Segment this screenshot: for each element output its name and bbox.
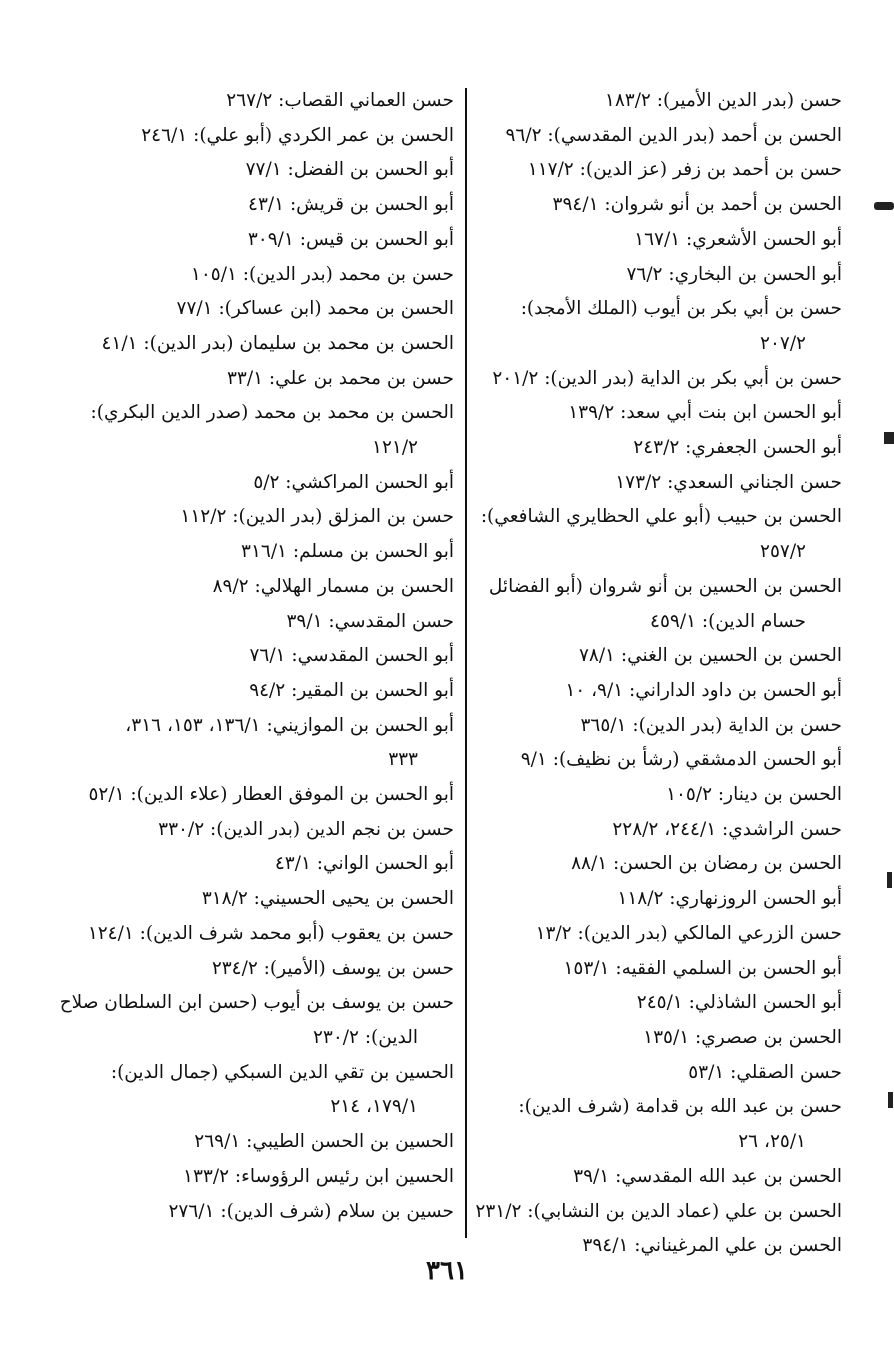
index-entry [427,500,842,569]
index-entry-text: حسن بن أبي بكر بن الداية (بدر الدين): ٢٠١/٢ [492,367,842,389]
index-entry [427,292,842,361]
index-entry [36,882,454,917]
index-entry-text: حسن الزرعي المالكي (بدر الدين): ١٣/٢ [535,922,842,944]
index-entry [36,1125,454,1160]
index-entry-text: حسين بن سلام (شرف الدين): ٢٧٦/١ [168,1200,454,1222]
index-entry [427,882,842,917]
index-entry [36,327,454,362]
index-entry-text: حسن بن عبد الله بن قدامة (شرف الدين): [518,1096,842,1118]
index-entry-continuation: ١٧٩/١، ٢١٤ [330,1096,418,1118]
index-entry-continuation: ٣٣٣ [388,749,418,771]
index-entry-text: أبو الحسن بن الموفق العطار (علاء الدين): ٥٢/١ [88,784,454,806]
index-entry [427,709,842,744]
index-entry [427,570,842,639]
index-entry-text: الحسن بن صصري: ١٣٥/١ [643,1026,842,1048]
index-entry [427,639,842,674]
index-entry-continuation: الدين): ٢٣٠/٢ [312,1026,418,1048]
index-entry-text: أبو الحسن بن قيس: ٣٠٩/١ [247,228,454,250]
index-entry [427,431,842,466]
index-entry-continuation: ٢٥٧/٢ [760,541,806,563]
index-entry [427,223,842,258]
margin-mark [887,872,892,888]
index-entry-text: الحسن بن مسمار الهلالي: ٨٩/٢ [212,575,454,597]
index-entry [36,258,454,293]
index-entry [427,917,842,952]
index-entry [427,952,842,987]
index-entry-text: حسن المقدسي: ٣٩/١ [286,610,454,632]
index-entry-text: أبو الحسن الجعفري: ٢٤٣/٢ [633,437,842,459]
index-entry [427,1195,842,1230]
index-entry [36,778,454,813]
index-entry [427,1056,842,1091]
index-entry-continuation: ٢٥/١، ٢٦ [738,1131,806,1153]
index-entry [427,778,842,813]
index-entry [36,396,454,465]
index-entry-text: حسن بن أحمد بن زفر (عز الدين): ١١٧/٢ [527,159,842,181]
index-entry [427,743,842,778]
index-entry-text: حسن بن نجم الدين (بدر الدين): ٣٣٠/٢ [158,818,454,840]
index-entry-text: الحسن بن محمد بن محمد (صدر الدين البكري): [90,402,454,424]
index-entry [36,570,454,605]
index-entry [427,466,842,501]
index-entry-text: أبو الحسن بن السلمي الفقيه: ١٥٣/١ [563,957,842,979]
index-entry [36,605,454,640]
index-entry [36,709,454,778]
index-entry-text: أبو الحسن بن البخاري: ٧٦/٢ [626,263,842,285]
index-entry-text: أبو الحسن بن قريش: ٤٣/١ [248,194,454,216]
index-entry-text: أبو الحسن المقدسي: ٧٦/١ [249,645,454,667]
index-entry [36,1160,454,1195]
index-entry-text: الحسين بن تقي الدين السبكي (جمال الدين): [110,1061,454,1083]
index-entry-text: حسن الصقلي: ٥٣/١ [688,1061,842,1083]
index-entry-continuation: حسام الدين): ٤٥٩/١ [650,610,806,632]
index-entry [427,986,842,1021]
index-entry [427,674,842,709]
index-entry-text: حسن (بدر الدين الأمير): ١٨٣/٢ [604,90,842,111]
index-column-left [36,84,454,1229]
index-entry [36,119,454,154]
index-entry-text: الحسن بن أحمد بن أنو شروان: ٣٩٤/١ [552,194,842,216]
index-entry [427,847,842,882]
index-entry-text: حسن بن محمد بن علي: ٣٣/١ [226,367,454,389]
column-divider [465,88,467,1238]
index-entry-text: حسن العماني القصاب: ٢٦٧/٢ [226,90,454,111]
index-entry [427,813,842,848]
index-entry [427,362,842,397]
index-entry-text: الحسن بن عمر الكردي (أبو علي): ٢٤٦/١ [141,124,454,146]
index-entry [36,639,454,674]
index-entry-text: أبو الحسن الشاذلي: ٢٤٥/١ [636,992,842,1014]
index-entry-text: الحسن بن علي المرغيناني: ٣٩٤/١ [582,1235,842,1257]
index-entry [427,396,842,431]
margin-mark [874,202,894,210]
index-entry-text: الحسن بن الحسين بن الغني: ٧٨/١ [578,645,842,667]
index-entry [36,674,454,709]
index-entry-text: أبو الحسن الدمشقي (رشأ بن نظيف): ٩/١ [520,749,842,771]
index-entry-continuation: ٢٠٧/٢ [760,332,806,354]
margin-mark [888,1092,893,1108]
index-entry [36,362,454,397]
index-entry [427,1021,842,1056]
index-entry [36,986,454,1055]
index-column-right [427,84,842,1264]
index-entry-text: أبو الحسن بن مسلم: ٣١٦/١ [241,541,454,563]
index-entry [427,1160,842,1195]
margin-mark [884,432,894,444]
index-entry-text: حسن بن يعقوب (أبو محمد شرف الدين): ١٢٤/١ [87,922,454,944]
index-entry [36,535,454,570]
index-entry-text: أبو الحسن الروزنهاري: ١١٨/٢ [617,888,842,910]
index-entry-text: أبو الحسن بن المقير: ٩٤/٢ [249,679,454,701]
index-entry [36,153,454,188]
index-entry-text: حسن بن الداية (بدر الدين): ٣٦٥/١ [580,714,842,736]
index-entry-text: حسن الراشدي: ٢٤٤/١، ٢٢٨/٢ [612,818,842,840]
index-entry-text: أبو الحسن ابن بنت أبي سعد: ١٣٩/٢ [568,402,842,424]
index-entry [36,813,454,848]
index-entry-text: حسن بن المزلق (بدر الدين): ١١٢/٢ [180,506,454,528]
index-entry-text: الحسن بن الحسين بن أنو شروان (أبو الفضائل [488,575,842,597]
index-entry [427,188,842,223]
index-entry-text: أبو الحسن المراكشي: ٥/٢ [253,471,454,493]
index-entry-text: حسن بن يوسف (الأمير): ٢٣٤/٢ [211,957,454,979]
index-entry-text: الحسن بن رمضان بن الحسن: ٨٨/١ [571,853,842,875]
index-entry-text: الحسين بن الحسن الطيبي: ٢٦٩/١ [194,1131,454,1153]
index-entry [36,188,454,223]
index-entry [36,917,454,952]
index-entry-text: الحسن بن حبيب (أبو علي الحظايري الشافعي): [480,506,842,528]
index-entry-text: أبو الحسن بن الموازيني: ١٣٦/١، ١٥٣، ٣١٦، [125,714,454,736]
index-entry [36,84,454,119]
index-entry [427,153,842,188]
index-entry-text: الحسن بن أحمد (بدر الدين المقدسي): ٩٦/٢ [505,124,842,146]
index-entry [36,223,454,258]
index-entry [36,466,454,501]
index-entry [36,1195,454,1230]
index-entry-text: الحسن بن محمد (ابن عساكر): ٧٧/١ [176,298,454,320]
page-number: ٣٦١ [426,1256,468,1286]
index-entry [36,500,454,535]
index-entry-text: الحسين ابن رئيس الرؤوساء: ١٣٣/٢ [183,1165,454,1187]
index-entry [427,1090,842,1159]
index-entry [36,292,454,327]
index-entry-text: حسن بن أبي بكر بن أيوب (الملك الأمجد): [520,298,842,320]
index-entry [427,84,842,119]
index-entry [427,119,842,154]
index-entry-text: الحسن بن علي (عماد الدين بن النشابي): ٢٣١/٢ [475,1200,842,1222]
index-entry-text: الحسن بن عبد الله المقدسي: ٣٩/١ [573,1165,842,1187]
index-entry-text: حسن الجناني السعدي: ١٧٣/٢ [615,471,842,493]
index-entry-text: الحسن بن يحيى الحسيني: ٣١٨/٢ [201,888,454,910]
index-entry-text: الحسن بن دينار: ١٠٥/٢ [666,784,842,806]
index-entry-text: حسن بن محمد (بدر الدين): ١٠٥/١ [190,263,454,285]
index-entry [427,258,842,293]
index-entry-text: أبو الحسن الأشعري: ١٦٧/١ [634,228,842,250]
index-entry [36,952,454,987]
index-entry [36,847,454,882]
index-entry-text: أبو الحسن بن الفضل: ٧٧/١ [245,159,454,181]
index-entry-text: الحسن بن محمد بن سليمان (بدر الدين): ٤١/١ [101,332,454,354]
index-entry-text: حسن بن يوسف بن أيوب (حسن ابن السلطان صلاح [59,992,454,1014]
index-entry [36,1056,454,1125]
index-entry-text: أبو الحسن بن داود الداراني: ٩/١، ١٠ [565,679,842,701]
index-entry-continuation: ١٢١/٢ [372,437,418,459]
index-entry-text: أبو الحسن الواني: ٤٣/١ [274,853,454,875]
